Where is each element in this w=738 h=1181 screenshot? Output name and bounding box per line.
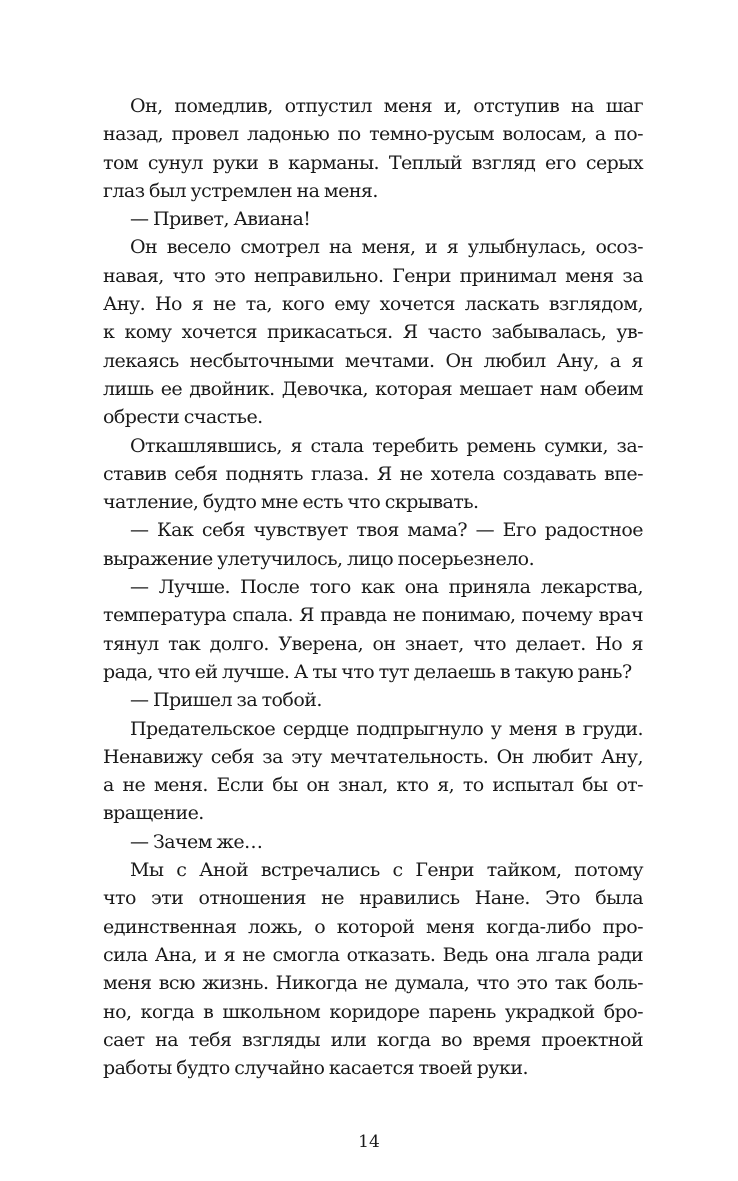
- text-line: обрести счастье.: [103, 406, 263, 429]
- text-line: — Лучше. После того как она приняла лекарства,: [130, 576, 643, 599]
- text-line: назад, провел ладонью по темно-русым волосам, а по-: [103, 123, 643, 146]
- text-line: температура спала. Я правда не понимаю, почему врач: [103, 604, 643, 627]
- page-number: 14: [358, 1132, 380, 1152]
- text-line: что эти отношения не нравились Нане. Это была: [103, 887, 643, 910]
- text-line: — Пришел за тобой.: [130, 689, 322, 712]
- text-line: меня всю жизнь. Никогда не думала, что это так боль-: [103, 972, 643, 995]
- text-line: глаз был устремлен на меня.: [103, 179, 378, 202]
- text-line: ставив себя поднять глаза. Я не хотела создавать впе-: [103, 462, 643, 485]
- text-line: чатление, будто мне есть что скрывать.: [103, 491, 479, 514]
- text-line: а не меня. Если бы он знал, кто я, то испытал бы от-: [103, 774, 643, 797]
- text-line: — Как себя чувствует твоя мама? — Его радостное: [130, 519, 643, 542]
- body-text: [103, 92, 643, 1082]
- text-line: Мы с Аной встречались с Генри тайком, потому: [130, 859, 643, 882]
- text-line: сила Ана, и я не смогла отказать. Ведь она лгала ради: [103, 943, 643, 966]
- text-line: лекаясь несбыточными мечтами. Он любил Ану, а я: [103, 349, 643, 372]
- text-line: к кому хочется прикасаться. Я часто забывалась, ув-: [103, 321, 643, 344]
- text-line: навая, что это неправильно. Генри принимал меня за: [103, 264, 643, 287]
- text-line: но, когда в школьном коридоре парень украдкой бро-: [103, 1000, 643, 1023]
- text-line: Ненавижу себя за эту мечтательность. Он любит Ану,: [103, 745, 643, 768]
- text-line: рада, что ей лучше. А ты что тут делаешь в такую рань?: [103, 660, 632, 683]
- text-line: единственная ложь, о которой меня когда-либо про-: [103, 915, 643, 938]
- text-line: — Зачем же…: [130, 830, 263, 853]
- text-line: том сунул руки в карманы. Теплый взгляд его серых: [103, 151, 643, 174]
- text-line: сает на тебя взгляды или когда во время проектной: [103, 1028, 643, 1051]
- text-line: выражение улетучилось, лицо посерьезнело.: [103, 547, 535, 570]
- text-line: Он весело смотрел на меня, и я улыбнулась, осоз-: [130, 236, 643, 259]
- text-line: — Привет, Авиана!: [130, 208, 311, 231]
- text-line: Он, помедлив, отпустил меня и, отступив на шаг: [130, 95, 643, 117]
- text-line: вращение.: [103, 802, 204, 825]
- text-line: лишь ее двойник. Девочка, которая мешает нам обеим: [103, 377, 643, 400]
- text-line: Откашлявшись, я стала теребить ремень сумки, за-: [130, 434, 643, 457]
- text-line: тянул так долго. Уверена, он знает, что делает. Но я: [103, 632, 643, 655]
- text-line: Предательское сердце подпрыгнуло у меня в груди.: [130, 717, 643, 740]
- text-line: работы будто случайно касается твоей руки.: [103, 1057, 528, 1080]
- text-line: Ану. Но я не та, кого ему хочется ласкать взглядом,: [103, 293, 643, 316]
